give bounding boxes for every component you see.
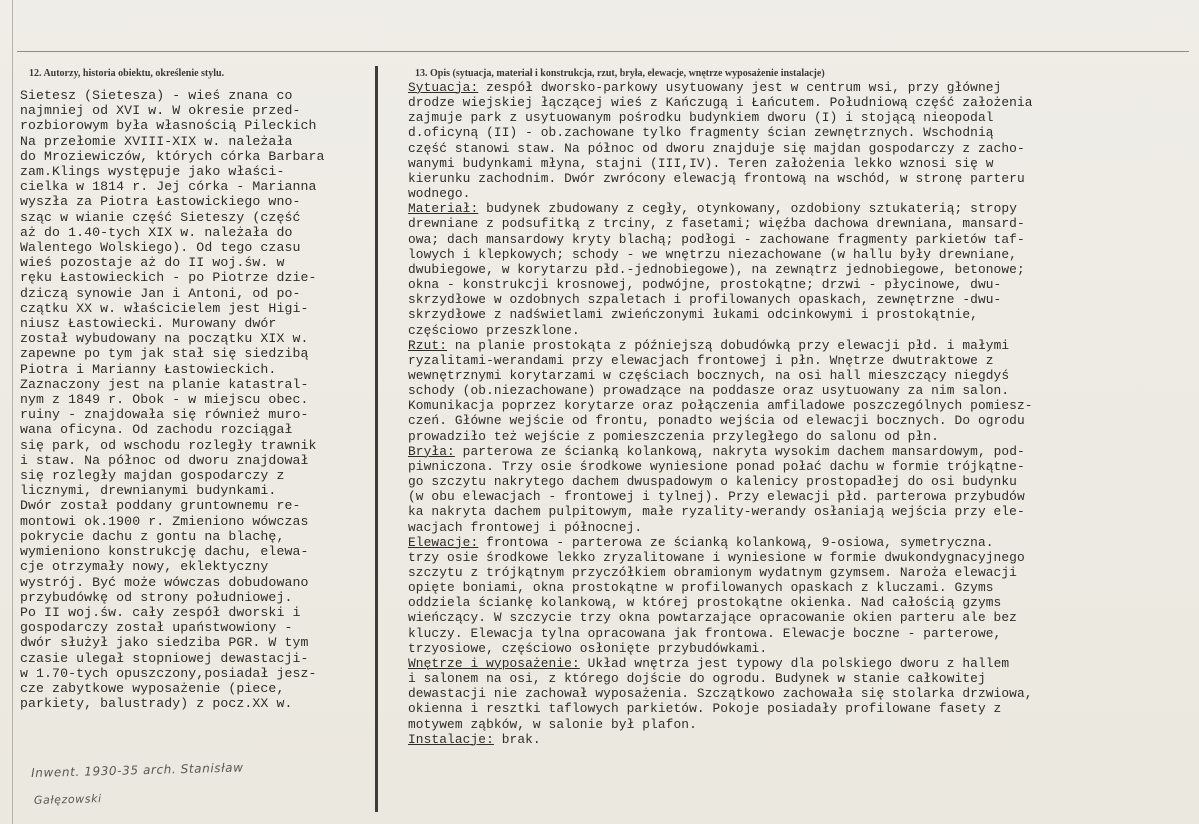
history-line: licznymi, drewnianymi budynkami. [20, 483, 277, 499]
description-text-column [408, 80, 1198, 747]
card-left-edge [12, 0, 13, 824]
description-line [408, 717, 1198, 732]
history-line: wana oficyna. Od zachodu rozciągał [20, 422, 293, 438]
section-label: Elewacje: [408, 534, 479, 550]
description-line [408, 323, 1198, 338]
column-divider [375, 66, 378, 812]
handwritten-note-line2: Gałęzowski [33, 792, 102, 807]
description-line [408, 656, 1198, 671]
history-line: zapewne po tym jak stał się siedzibą [20, 346, 309, 362]
description-text: Układ wnętrza jest typowy dla polskiego dworu z hallem [579, 655, 1010, 671]
description-line [408, 520, 1198, 535]
description-text: skrzydłowe w ozdobnych szpaletach i profilowanych opaskach, zewnętrzne -dwu- [408, 292, 1002, 308]
description-text: piwniczona. Trzy osie środkowe wyniesione ponad połać dachu w formie trójkątne- [408, 458, 1025, 474]
history-line: do Mroziewiczów, których córka Barbara [20, 148, 325, 164]
history-line: niusz Łastowiecki. Murowany dwór [20, 316, 277, 332]
description-text: drodze wiejskiej łączącej wieś z Kańczugą i Łańcutem. Południową część założenia [408, 95, 1033, 111]
description-text: schody (ob.niezachowane) prowadzące na poddasze oraz usytuowany za nim salon. [408, 383, 1010, 399]
description-line [408, 429, 1198, 444]
description-line [408, 95, 1198, 110]
description-line [408, 550, 1198, 565]
description-line [408, 201, 1198, 216]
description-text: (w obu elewacjach - frontowej i tylnej). Przy elewacji płd. parterowa przybudów [408, 489, 1025, 505]
history-line: cielka w 1814 r. Jej córka - Marianna [20, 179, 317, 195]
history-line: ręku Łastowieckich - po Piotrze dzie- [20, 270, 317, 286]
description-line [408, 216, 1198, 231]
history-line: wystrój. Być może wówczas dobudowano [20, 574, 309, 590]
description-text: dewastacji nie zachował wyposażenia. Szczątkowo zachowała się stolarka drzwiowa, [408, 686, 1033, 702]
description-text: wanymi budynkami młyna, stajni (III,IV). Teren założenia lekko wznosi się w [408, 155, 994, 171]
description-line [408, 125, 1198, 140]
history-line: dwór służył jako siedziba PGR. W tym [20, 635, 309, 651]
history-line: wyszła za Piotra Łastowickiego wno- [20, 194, 301, 210]
description-line [408, 383, 1198, 398]
description-line [408, 171, 1198, 186]
description-line [408, 277, 1198, 292]
history-line: parkiety, balustrady) z pocz.XX w. [20, 696, 293, 712]
description-text: czeń. Główne wejście od frontu, ponadto wejścia od elewacji bocznych. Do ogrodu [408, 413, 1025, 429]
description-line [408, 413, 1198, 428]
history-line: Po II woj.św. cały zespół dworski i [20, 604, 301, 620]
description-text: zespół dworsko-parkowy usytuowany jest w centrum wsi, przy głównej [478, 80, 1002, 95]
description-line [408, 186, 1198, 201]
description-text: oddziela ściankę kolankową, w której prostokątne okienka. Nad całością gzyms [408, 595, 1002, 611]
description-text: drewniane z podsufitką z trciny, z fasetami; więźba dachowa drewniana, mansard- [408, 216, 1025, 232]
description-text: brak. [493, 731, 541, 747]
description-text: ka nakryta dachem pulpitowym, małe ryzality-werandy osłaniają wejścia przy ele- [408, 504, 1025, 520]
section-label: Sytuacja: [408, 80, 479, 95]
description-line [408, 701, 1198, 716]
description-text: lowych i klepkowych; schody - we wnętrzu niezachowane (w hallu były drewniane, [408, 246, 1017, 262]
description-text: d.oficyną (II) - ob.zachowane tylko fragmenty ścian zewnętrznych. Wschodnią [408, 125, 994, 141]
description-line [408, 565, 1198, 580]
description-line [408, 489, 1198, 504]
description-line [408, 247, 1198, 262]
history-line: sząc w wianie część Sieteszy (część [20, 209, 301, 225]
description-text: ryzalitami-werandami przy elewacjach frontowej i płn. Wnętrze dwutraktowe z [408, 352, 994, 368]
history-line: gospodarczy został upaństwowiony - [20, 620, 293, 636]
description-text: wieńczący. W szczycie trzy okna powtarzające opracowanie okien parteru ale bez [408, 610, 1017, 626]
description-line [408, 262, 1198, 277]
description-text: i salonem na osi, z którego dojście do ogrodu. Budynek w stanie całkowitej [408, 671, 986, 687]
description-text: zajmuje park z usytuowanym pośrodku budynkiem dworu (I) i stojącą nieopodal [408, 110, 994, 126]
history-line: Sietesz (Sietesza) - wieś znana co [20, 88, 293, 103]
description-line [408, 292, 1198, 307]
description-text: okienna i resztki taflowych parkietów. Pokoje posiadały profilowane fasety z [408, 701, 1002, 717]
history-line: pokrycie dachu z gontu na blachę, [20, 528, 285, 544]
description-text: okna - konstrukcji krosnowej, podwójne, prostokątne; drzwi - płycinowe, dwu- [408, 277, 1002, 293]
section-label: Rzut: [408, 337, 448, 353]
description-line [408, 232, 1198, 247]
description-line [408, 368, 1198, 383]
description-line [408, 307, 1198, 322]
description-text: wacjach frontowej i północnej. [408, 519, 643, 535]
description-text: trzyosiowe, częściowo osłonięte przybudówkami. [408, 640, 768, 656]
description-text: na planie prostokąta z późniejszą dobudówką przy elewacji płd. i małymi [447, 337, 1010, 353]
section-label: Wnętrze i wyposażenie: [408, 655, 580, 671]
description-line [408, 353, 1198, 368]
description-line [408, 641, 1198, 656]
history-line: czątku XX w. właścicielem jest Higi- [20, 300, 309, 316]
description-text: wodnego. [408, 186, 471, 202]
history-line: Dwór został poddany gruntownemu re- [20, 498, 301, 514]
description-line [408, 504, 1198, 519]
description-text: częściowo przeszklone. [408, 322, 580, 338]
description-text: opięte boniami, okna prostokątne w profilowanych opaskach z kluczami. Gzyms [408, 580, 994, 596]
description-text: prowadziło też wejście z pomieszczenia przyległego do salonu od płn. [408, 428, 939, 444]
description-text: motywem ząbków, w salonie był plafon. [408, 716, 697, 732]
description-line [408, 141, 1198, 156]
description-line [408, 671, 1198, 686]
history-line: cze zabytkowe wyposażenie (piece, [20, 680, 285, 696]
history-line: wymieniono konstrukcję dachu, elewa- [20, 544, 309, 560]
description-text: kluczy. Elewacja tylna opracowana jak frontowa. Elewacje boczne - parterowe, [408, 625, 1002, 641]
description-line [408, 595, 1198, 610]
description-text: owa; dach mansardowy kryty blachą; podłogi - zachowane fragmenty parkietów taf- [408, 231, 1025, 247]
description-text: część stanowi staw. Na północ od dworu znajduje się majdan gospodarczy z zacho- [408, 140, 1025, 156]
description-line [408, 580, 1198, 595]
description-line [408, 110, 1198, 125]
top-divider [17, 51, 1189, 52]
history-line: cje otrzymały nowy, eklektyczny [20, 559, 269, 575]
description-line [408, 535, 1198, 550]
description-text: skrzydłowe z nadświetlami zwieńczonymi łukami odcinkowymi i prostokątnie, [408, 307, 978, 323]
description-line [408, 444, 1198, 459]
description-text: budynek zbudowany z cegły, otynkowany, ozdobiony sztukaterią; stropy [478, 201, 1017, 217]
history-line: czasie ulegał stopniowej dewastacji- [20, 650, 309, 666]
description-text: go szczytu nakrytego dachem dwuspadowym o kalenicy prostopadłej do osi budynku [408, 474, 1017, 490]
description-line [408, 459, 1198, 474]
history-line: najmniej od XVI w. W okresie przed- [20, 103, 301, 119]
description-line [408, 686, 1198, 701]
handwritten-note [31, 758, 352, 807]
description-text: parterowa ze ścianką kolankową, nakryta wysokim dachem mansardowym, pod- [454, 443, 1025, 459]
history-line: został wybudowany na początku XIX w. [20, 331, 309, 347]
description-line [408, 626, 1198, 641]
history-line: się park, od wschodu rozległy trawnik [20, 437, 317, 453]
section-label: Materiał: [408, 201, 479, 217]
history-line: i staw. Na północ od dworu znajdował [20, 452, 309, 468]
handwritten-note-line1: Inwent. 1930-35 arch. Stanisław [31, 760, 244, 780]
history-line: ruiny - znajdowała się również muro- [20, 407, 309, 423]
history-line: w 1.70-tych opuszczony,posiadał jesz- [20, 665, 317, 681]
section-label: Bryła: [408, 443, 455, 459]
description-text: frontowa - parterowa ze ścianką kolankową, 9-osiowa, symetryczna. [478, 534, 994, 550]
history-text-column [20, 88, 370, 711]
description-line [408, 398, 1198, 413]
description-text: kierunku zachodnim. Dwór zwrócony elewacją frontową na wschód, w stronę parteru [408, 170, 1025, 186]
history-line: się rozległy majdan gospodarczy z [20, 468, 285, 484]
description-line [408, 80, 1198, 95]
description-line [408, 732, 1198, 747]
history-line: Na przełomie XVIII-XIX w. należała [20, 133, 293, 149]
section-12-header: 12. Autorzy, historia obiektu, określenie stylu. [29, 68, 225, 79]
description-line [408, 156, 1198, 171]
history-line: przybudówkę od strony południowej. [20, 589, 293, 605]
description-text: szczytu z trójkątnym przyczółkiem obramionym wydatnym gzymsem. Naroża elewacji [408, 565, 1017, 580]
description-text: Komunikacja poprzez korytarze oraz połączenia amfiladowe poszczególnych pomiesz- [408, 398, 1033, 414]
description-line [408, 610, 1198, 625]
description-line [408, 474, 1198, 489]
history-line: Zaznaczony jest na planie katastral- [20, 376, 309, 392]
description-text: wewnętrznymi korytarzami w częściach bocznych, na osi hall mieszczący niegdyś [408, 367, 1010, 383]
description-line [408, 338, 1198, 353]
history-line: dziczą synowie Jan i Antoni, od po- [20, 285, 301, 301]
description-text: dwubiegowe, w korytarzu płd.-jednobiegowe), na zewnątrz jednobiegowe, betonowe; [408, 261, 1025, 277]
history-line: wieś pozostaje aż do II woj.św. w [20, 255, 285, 271]
history-line: zam.Klings występuje jako właści- [20, 164, 285, 180]
description-text: trzy osie środkowe lekko zryzalitowane i wyniesione w formie dwukondygnacyjnego [408, 549, 1025, 565]
section-label: Instalacje: [408, 731, 494, 747]
history-line: montowi ok.1900 r. Zmieniono wówczas [20, 513, 309, 529]
history-line: rozbiorowym była własnością Pileckich [20, 118, 317, 134]
section-13-header: 13. Opis (sytuacja, materiał i konstrukcja, rzut, bryła, elewacje, wnętrze wyposażenie instalacje) [415, 68, 825, 79]
history-line: Walentego Wolskiego). Od tego czasu [20, 240, 301, 256]
history-line: aż do 1.40-tych XIX w. należała do [20, 224, 293, 240]
history-line: Piotra i Marianny Łastowieckich. [20, 361, 277, 377]
history-line: nym z 1849 r. Obok - w miejscu obec. [20, 392, 309, 408]
